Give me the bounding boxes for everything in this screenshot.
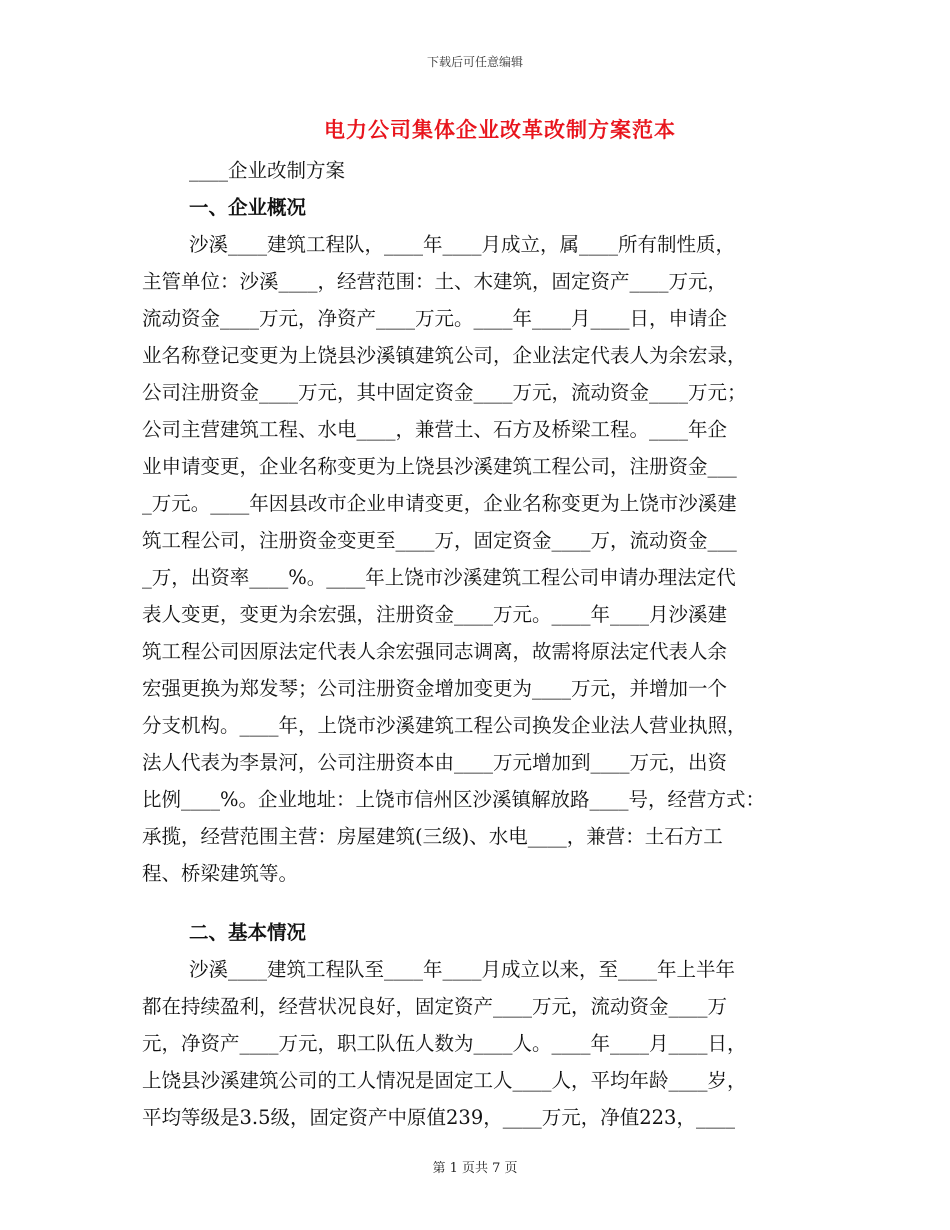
page-footer: 第 1 页共 7 页 [432, 1161, 518, 1176]
paragraph-line: 筑工程公司因原法定代表人余宏强同志调离，故需将原法定代表人余 [142, 640, 728, 663]
paragraph-line: 沙溪____建筑工程队，____年____月成立，属____所有制性质， [189, 233, 736, 256]
section-heading: 一、企业概况 [189, 196, 307, 219]
section-heading: 二、基本情况 [189, 921, 307, 944]
paragraph-line: _万，出资率____%。____年上饶市沙溪建筑工程公司申请办理法定代 [142, 566, 736, 589]
paragraph-line: 承揽，经营范围主营：房屋建筑(三级)、水电____，兼营：土石方工 [142, 825, 723, 848]
paragraph-line: 程、桥梁建筑等。 [142, 862, 299, 885]
paragraph-line: 宏强更换为郑发琴；公司注册资金增加变更为____万元，并增加一个 [142, 677, 728, 700]
document-title: 电力公司集体企业改革改制方案范本 [324, 117, 676, 142]
header-note: 下载后可任意编辑 [426, 55, 523, 69]
paragraph-line: 业申请变更，企业名称变更为上饶县沙溪建筑工程公司，注册资金___ [142, 455, 737, 478]
paragraph-line: 主管单位：沙溪____，经营范围：土、木建筑，固定资产____万元， [142, 270, 728, 293]
paragraph-line: 业名称登记变更为上饶县沙溪镇建筑公司，企业法定代表人为余宏录， [142, 344, 747, 367]
document-body [142, 152, 804, 1136]
paragraph-line: 公司注册资金____万元，其中固定资金____万元，流动资金____万元； [142, 381, 747, 404]
paragraph-line: 法人代表为李景河，公司注册资本由____万元增加到____万元，出资 [142, 751, 728, 774]
section-gap [142, 892, 804, 914]
paragraph-line: 都在持续盈利，经营状况良好，固定资产____万元，流动资金____万 [142, 995, 728, 1018]
paragraph-line: 流动资金____万元，净资产____万元。____年____月____日，申请企 [142, 307, 728, 330]
paragraph-line: 比例____%。企业地址：上饶市信州区沙溪镇解放路____号，经营方式： [142, 788, 766, 811]
paragraph-line: 筑工程公司，注册资金变更至____万，固定资金____万，流动资金___ [142, 529, 737, 552]
paragraph-line: 表人变更，变更为余宏强，注册资金____万元。____年____月沙溪建 [142, 603, 728, 626]
paragraph-line: 元，净资产____万元，职工队伍人数为____人。____年____月____日， [142, 1032, 747, 1055]
paragraph-line: 上饶县沙溪建筑公司的工人情况是固定工人____人，平均年龄____岁， [142, 1069, 747, 1092]
section-1-paragraph [142, 226, 804, 892]
subtitle: ____企业改制方案 [189, 159, 346, 182]
paragraph-line: 沙溪____建筑工程队至____年____月成立以来，至____年上半年 [189, 958, 736, 981]
paragraph-line: 分支机构。____年，上饶市沙溪建筑工程公司换发企业法人营业执照， [142, 714, 747, 737]
paragraph-line: 平均等级是3.5级，固定资产中原值239，____万元，净值223，____ [142, 1106, 735, 1129]
section-2-paragraph [142, 951, 804, 1136]
paragraph-line: 公司主营建筑工程、水电____，兼营土、石方及桥梁工程。____年企 [142, 418, 728, 441]
paragraph-line: _万元。____年因县改市企业申请变更，企业名称变更为上饶市沙溪建 [142, 492, 737, 515]
